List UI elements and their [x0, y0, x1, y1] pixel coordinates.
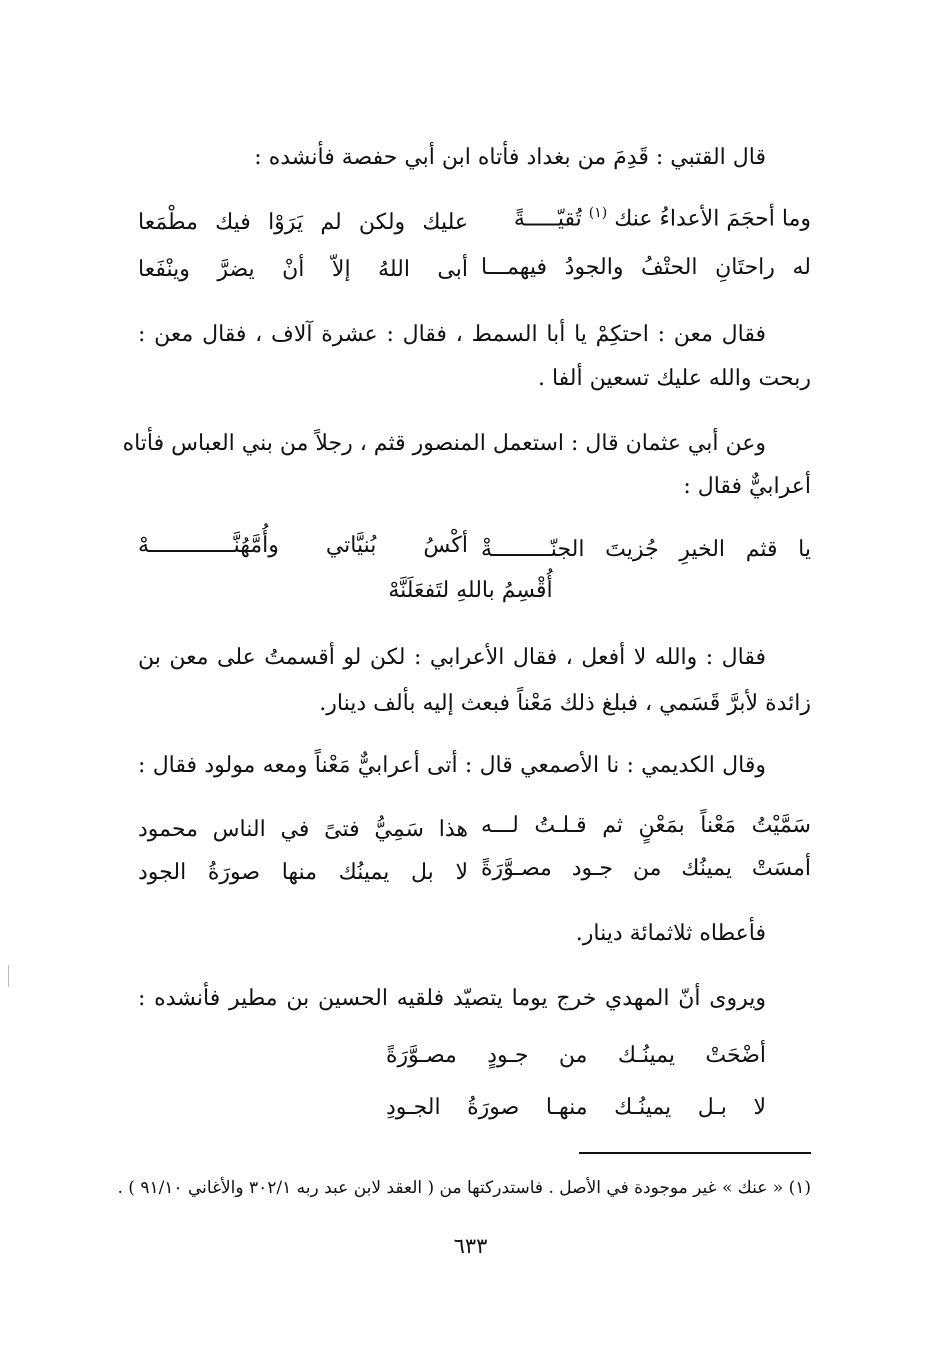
- paragraph-line: قال القتبي : قَدِمَ من بغداد فأتاه ابن أبي حفصة فأنشده :: [254, 145, 766, 170]
- footnote-number: (١): [788, 1178, 811, 1198]
- paragraph-line: أعرابيٌّ فقال :: [683, 474, 811, 499]
- footnote-separator: [579, 1152, 811, 1154]
- paragraph-line: ربحت والله عليك تسعين ألفا .: [537, 366, 811, 391]
- verse-line: أضْحَتْ يمينُـك من جـودٍ مصـوَّرَةً: [386, 1043, 766, 1068]
- verse-hemistich-left: عليك ولكن لم يَرَوْا فيك مطْمَعا: [138, 210, 468, 235]
- verse-hemistich-right: يا قثم الخيرِ جُزيتَ الجنّـــــــــةْ: [481, 537, 811, 562]
- verse-hemistich-right: [481, 205, 811, 231]
- paragraph-line: وعن أبي عثمان قال : استعمل المنصور قثم ، رجلاً من بني العباس فأتاه: [122, 431, 766, 456]
- verse-line: لا بـل يمينُـك منهـا صورَةُ الجـودِ: [386, 1095, 766, 1120]
- verse-hemistich-right: أمسَتْ يمينُك من جـود مصـوَّرَةً: [481, 856, 811, 881]
- scan-artifact: [8, 965, 9, 987]
- paragraph-line: وقال الكديمي : نا الأصمعي قال : أتى أعرابيٌّ مَعْناً ومعه مولود فقال :: [138, 753, 766, 778]
- verse-hemistich-left: هذا سَمِيُّ فتىً في الناس محمود: [138, 817, 468, 842]
- paragraph-line: ويروى أنّ المهدي خرج يوما يتصيّد فلقيه الحسين بن مطير فأنشده :: [138, 986, 766, 1011]
- footnote: [117, 1178, 811, 1198]
- footnote-text: « عنك » غير موجودة في الأصل . فاستدركتها من ( العقد لابن عبد ربه ٣٠٢/١ والأغاني ٩١/١٠ ) .: [117, 1178, 784, 1198]
- verse-hemistich-right: سَمَّيْتُ مَعْناً بمَعْنٍ ثم قـلـتُ لـــه: [481, 813, 811, 838]
- verse-text: وما أحجَمَ الأعداءُ عنك: [614, 206, 811, 232]
- verse-text: تُقيّـــــةً: [513, 206, 582, 232]
- verse-centered: أُقْسِمُ باللهِ لتَفعَلَنَّهْ: [388, 578, 553, 603]
- verse-hemistich-left: أبى اللهُ إلاّ أنْ يضرَّ وينْفَعا: [138, 257, 468, 282]
- verse-hemistich-left: لا بل يمينُك منها صورَةُ الجود: [138, 860, 468, 885]
- footnote-reference: (١): [588, 205, 608, 221]
- page-number: ٦٣٣: [453, 1234, 488, 1258]
- verse-hemistich-left: أكْسُ بُنيَّاتي وأُمَّهُنَّـــــــــــــهْ: [138, 533, 468, 558]
- paragraph-line: زائدة لأبرَّ قَسَمي ، فبلغ ذلك مَعْناً فبعث إليه بألف دينار.: [319, 691, 811, 716]
- paragraph-line: فقال معن : احتكِمْ يا أبا السمط ، فقال : عشرة آلاف ، فقال معن :: [138, 322, 766, 347]
- paragraph-line: فقال : والله لا أفعل ، فقال الأعرابي : لكن لو أقسمتُ على معن بن: [138, 645, 766, 670]
- verse-hemistich-right: له راحتَانِ الحتْفُ والجودُ فيهمـــا: [481, 255, 811, 280]
- paragraph-line: فأعطاه ثلاثمائة دينار.: [575, 921, 766, 946]
